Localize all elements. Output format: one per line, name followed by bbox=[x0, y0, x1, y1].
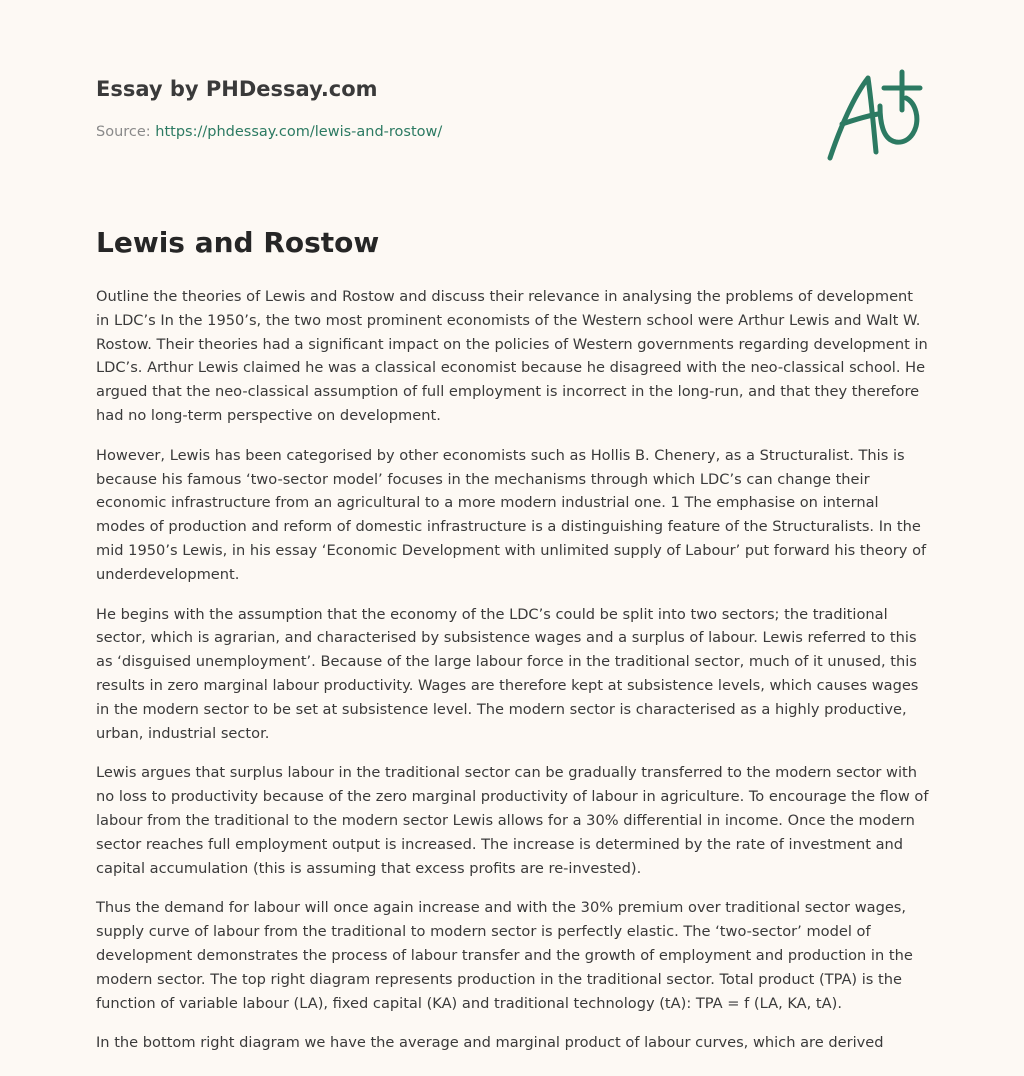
essay-paragraph: He begins with the assumption that the economy of the LDC’s could be split into two sectors; the traditional sector, which is agrarian, and characterised by subsistence wages and a surplus of labour. Lewis referred to this as ‘disguised unemployment’. Because of the large labour force in the traditional sector, much of it unused, this results in zero marginal labour productivity. Wages are therefore kept at subsistence levels, which causes wages in the modern sector to be set at subsistence level. The modern sector is characterised as a highly productive, urban, industrial sector. bbox=[96, 605, 919, 742]
essay-paragraph: Lewis argues that surplus labour in the traditional sector can be gradually transferred to the modern sector with no loss to productivity because of the zero marginal productivity of labour in agriculture. To encourage the flow of labour from the traditional to the modern sector Lewis allows for a 30% differential in income. Once the modern sector reaches full employment output is increased. The increase is determined by the rate of investment and capital accumulation (this is assuming that excess profits are re-invested). bbox=[96, 764, 929, 877]
essay-paragraph: In the bottom right diagram we have the average and marginal product of labour curves, which are derived bbox=[96, 1034, 884, 1052]
site-title: Essay by PHDessay.com bbox=[96, 77, 378, 101]
source-line bbox=[96, 124, 442, 140]
source-label: Source: bbox=[96, 124, 156, 140]
a-plus-logo-icon bbox=[822, 66, 932, 166]
source-link[interactable]: https://phdessay.com/lewis-and-rostow/ bbox=[155, 124, 443, 140]
essay-paragraph: However, Lewis has been categorised by other economists such as Hollis B. Chenery, as a Structuralist. This is because his famous ‘two-sector model’ focuses in the mechanisms through which LDC’s can change their economic infrastructure from an agricultural to a more modern industrial one. 1 The emphasise on internal modes of production and reform of domestic infrastructure is a distinguishing feature of the Structuralists. In the mid 1950’s Lewis, in his essay ‘Economic Development with unlimited supply of Labour’ put forward his theory of underdevelopment. bbox=[96, 446, 927, 583]
essay-paragraph: Thus the demand for labour will once again increase and with the 30% premium over traditional sector wages, supply curve of labour from the traditional to modern sector is perfectly elastic. The ‘two-sector’ model of development demonstrates the process of labour transfer and the growth of employment and production in the modern sector. The top right diagram represents production in the traditional sector. Total product (TPA) is the function of variable labour (LA), fixed capital (KA) and traditional technology (tA): TPA = f (LA, KA, tA). bbox=[96, 899, 913, 1012]
essay-paragraph: Outline the theories of Lewis and Rostow and discuss their relevance in analysing the problems of development in LDC’s In the 1950’s, the two most prominent economists of the Western school were Arthur Lewis and Walt W. Rostow. Their theories had a significant impact on the policies of Western governments regarding development in LDC’s. Arthur Lewis claimed he was a classical economist because he disagreed with the neo-classical school. He argued that the neo-classical assumption of full employment is incorrect in the long-run, and that they therefore had no long-term perspective on development. bbox=[96, 288, 928, 424]
essay-body bbox=[96, 285, 930, 1071]
essay-title: Lewis and Rostow bbox=[96, 226, 380, 259]
